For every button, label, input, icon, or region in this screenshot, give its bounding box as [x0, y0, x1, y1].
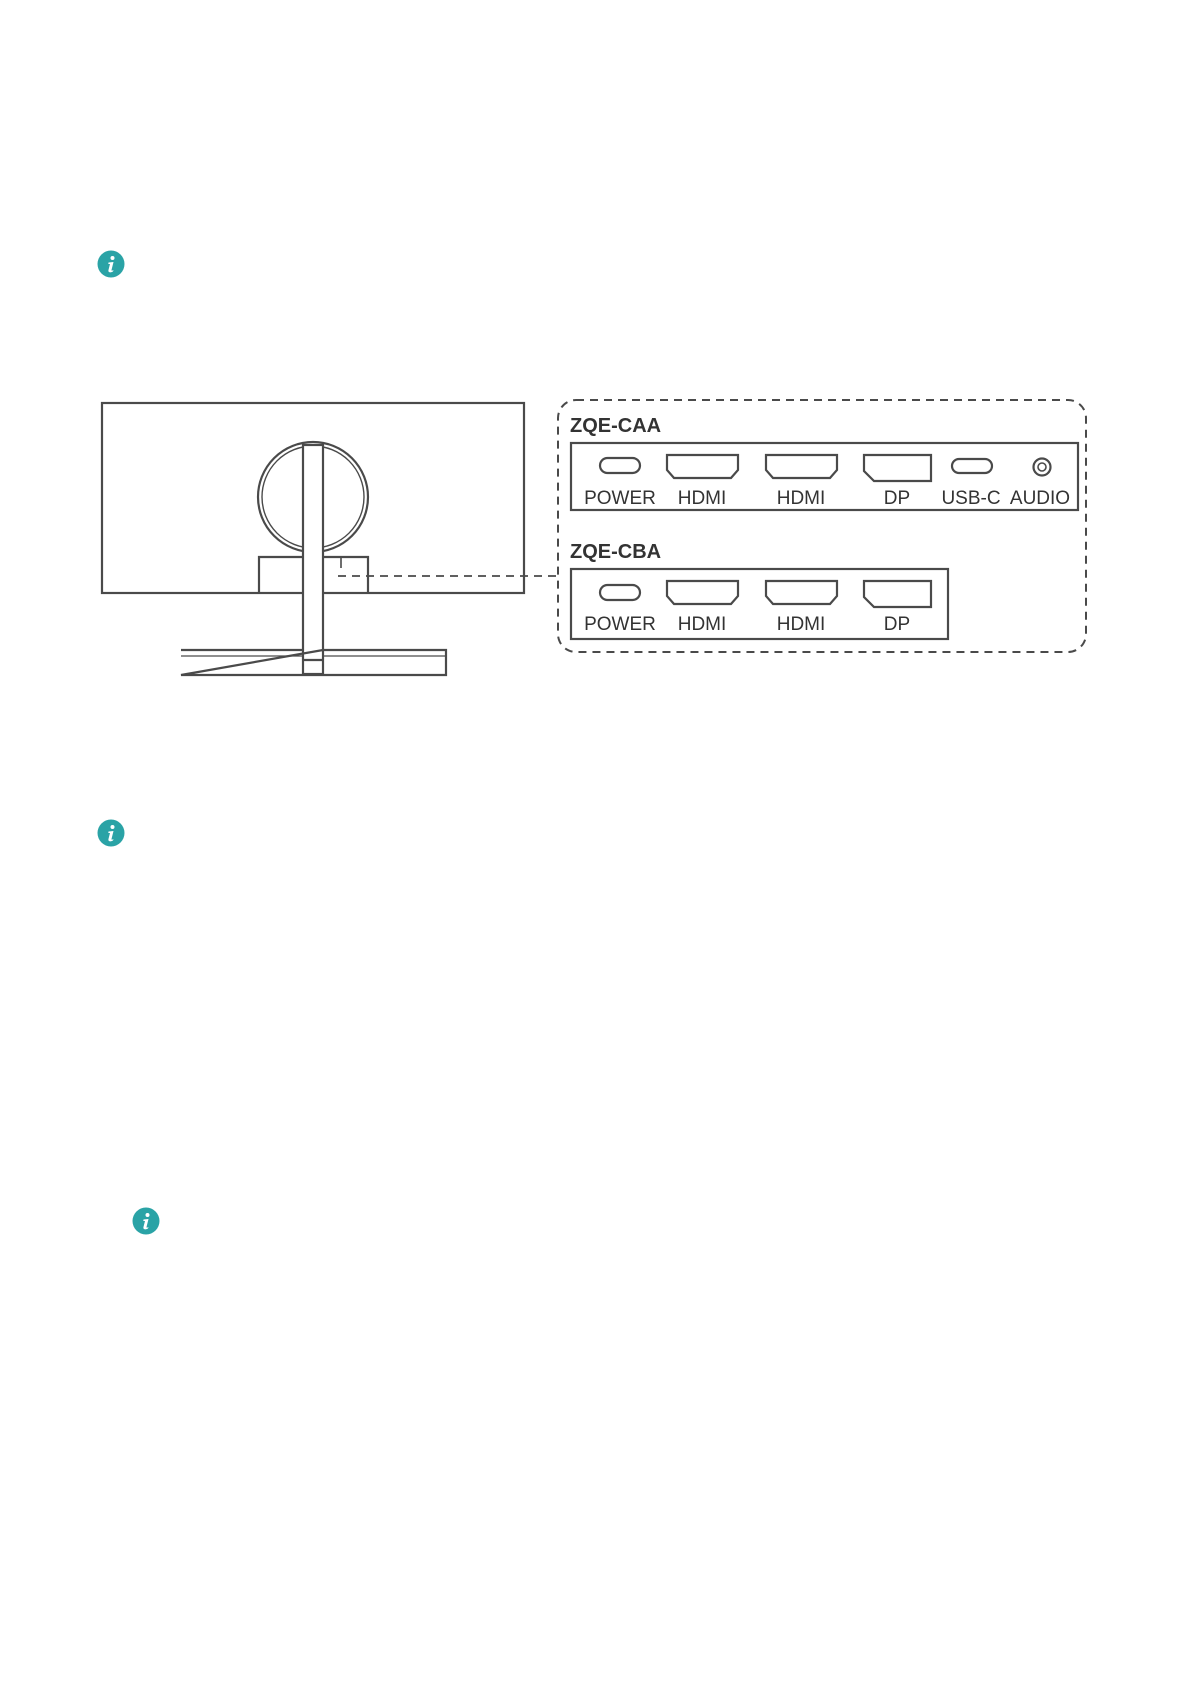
stand-column [303, 445, 323, 674]
port-label: POWER [584, 488, 656, 509]
info-icon [97, 819, 125, 847]
power-port-icon [600, 585, 640, 600]
usb-c-port-icon [952, 459, 992, 473]
model-title-cba: ZQE-CBA [570, 541, 662, 563]
port-label: USB-C [941, 488, 1001, 509]
port-label: HDMI [677, 488, 727, 509]
dp-port-icon [864, 455, 931, 481]
info-icon [132, 1207, 160, 1235]
port-label: DP [883, 488, 911, 509]
port-label: DP [883, 614, 911, 635]
port-label: HDMI [776, 614, 826, 635]
port-label: AUDIO [1009, 488, 1071, 509]
dp-port-icon [864, 581, 931, 607]
hdmi-port-icon [766, 455, 837, 478]
port-label: POWER [584, 614, 656, 635]
port-label: HDMI [776, 488, 826, 509]
audio-port-icon [1034, 459, 1051, 476]
hdmi-port-icon [667, 455, 738, 478]
monitor-ports-diagram [0, 0, 1191, 720]
hdmi-port-icon [766, 581, 837, 604]
hdmi-port-icon [667, 581, 738, 604]
port-label: HDMI [677, 614, 727, 635]
power-port-icon [600, 458, 640, 473]
model-title-caa: ZQE-CAA [570, 415, 662, 437]
